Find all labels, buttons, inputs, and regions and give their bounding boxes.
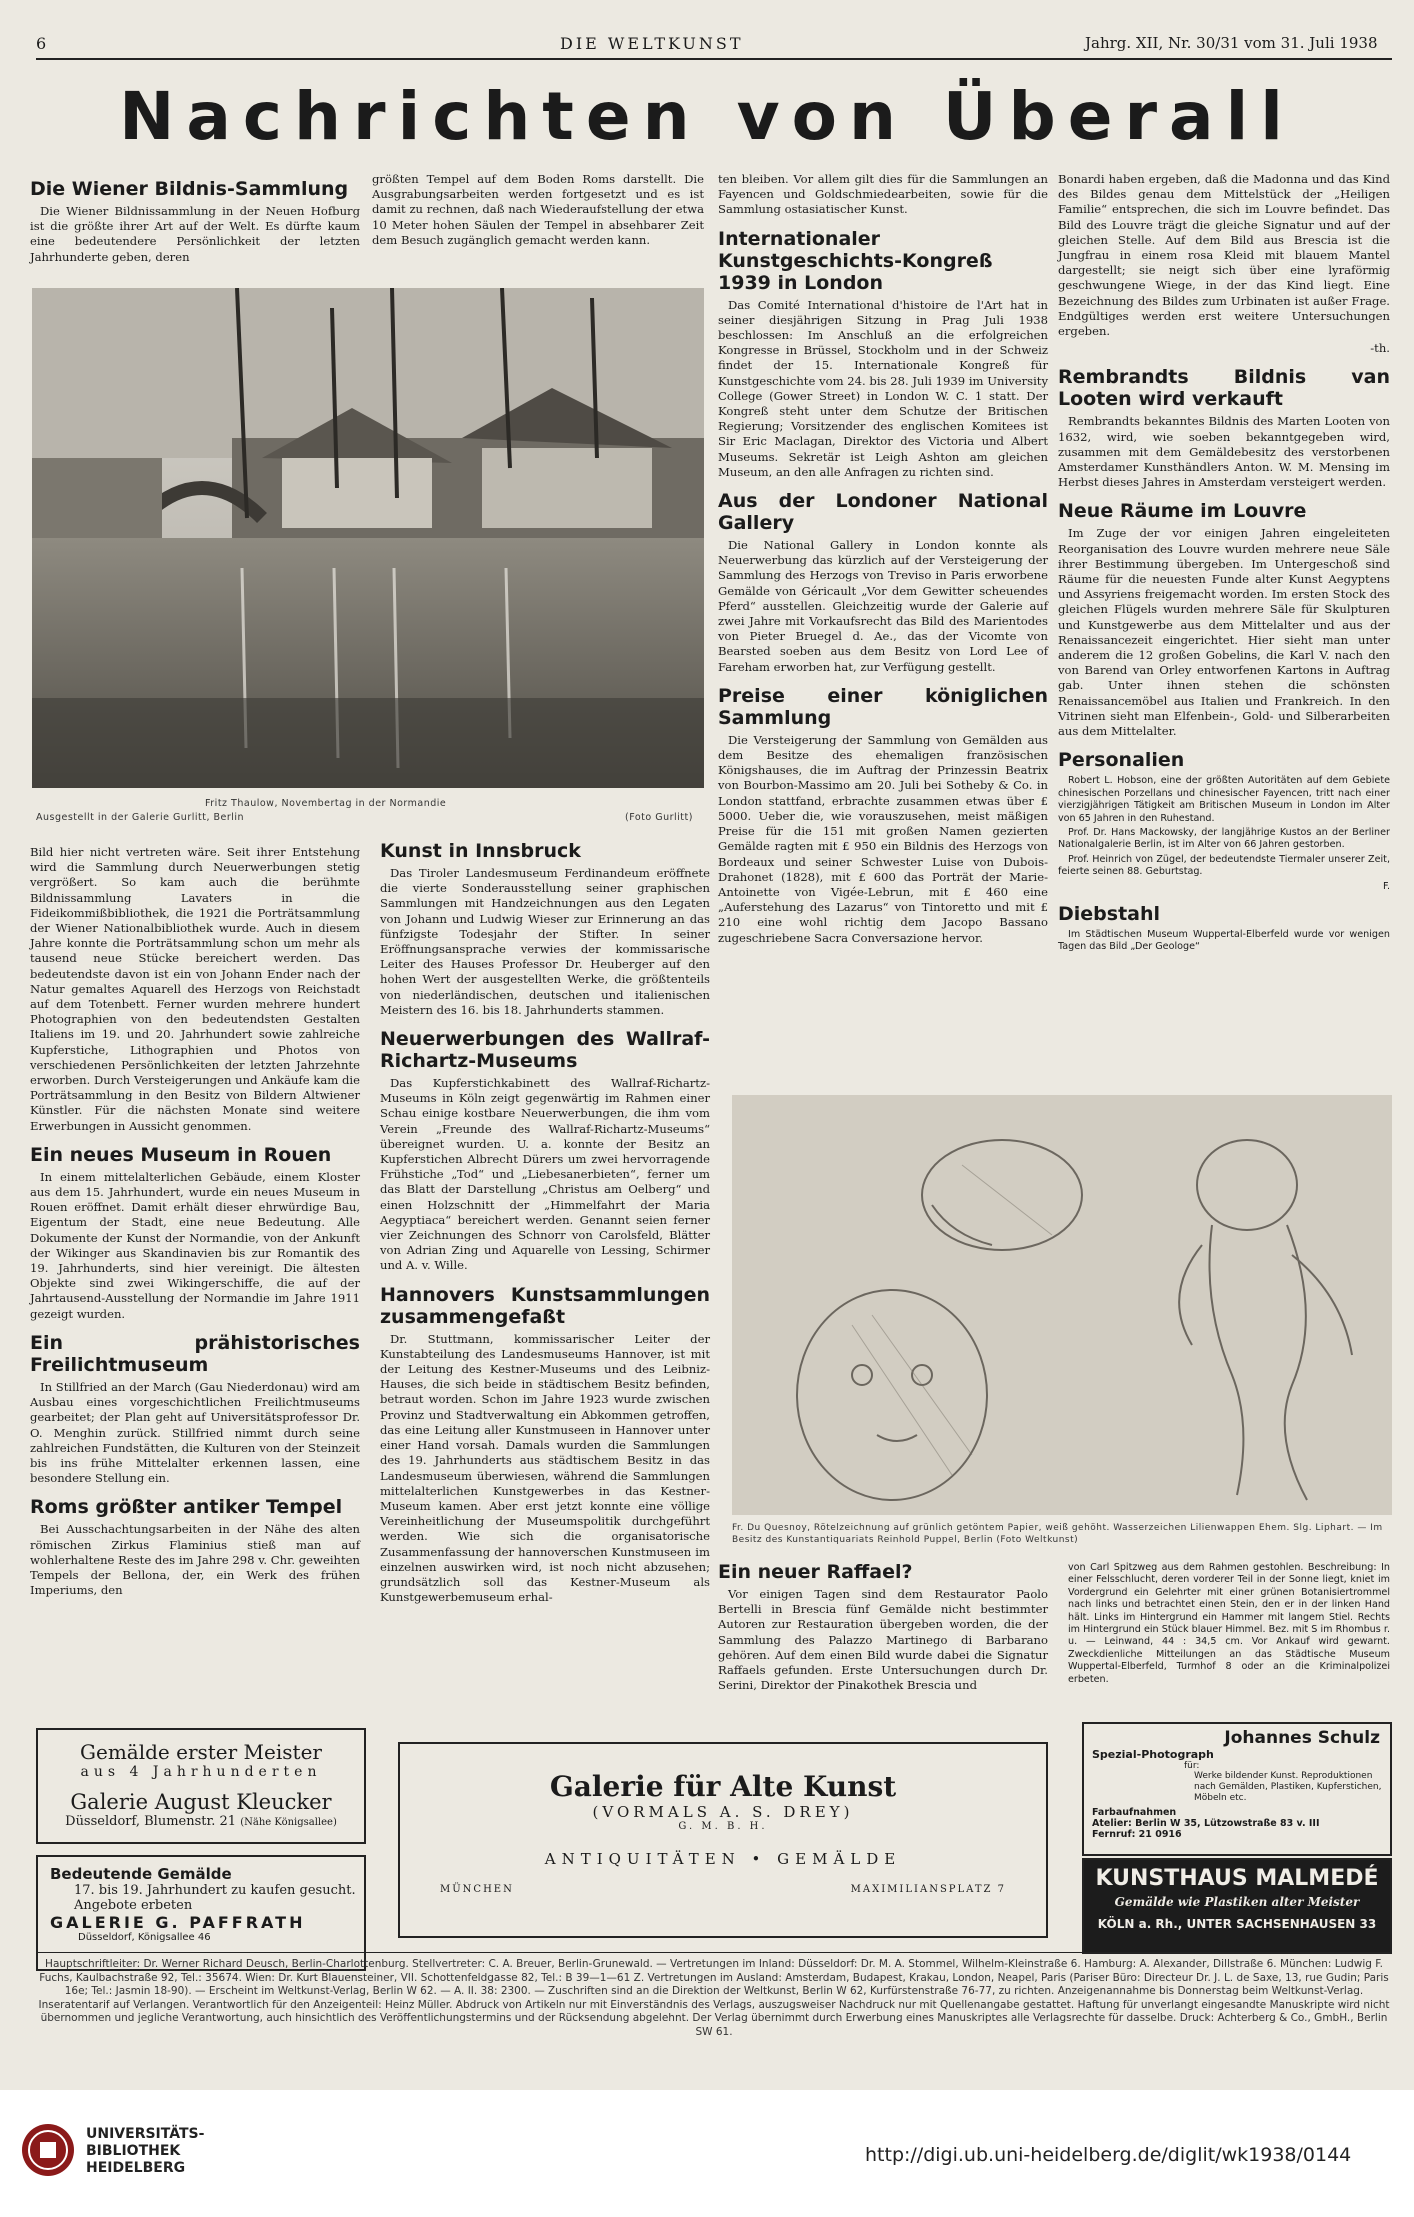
ad-malmede-l3: KÖLN a. Rh., UNTER SACHSENHAUSEN 33 xyxy=(1097,1917,1377,1931)
ad-paffrath xyxy=(36,1855,366,1971)
heading-diebstahl: Diebstahl xyxy=(1058,902,1161,925)
painting-thaulow-image xyxy=(32,288,704,788)
caption-thaulow-exhibit: Ausgestellt in der Galerie Gurlitt, Berlin xyxy=(36,812,245,823)
text-diebstahl: Im Städtischen Museum Wuppertal-Elberfeld wurde vor wenigen Tagen das Bild „Der Geologe“ xyxy=(1058,928,1390,953)
ad-malmede-l2: Gemälde wie Plastiken alter Meister xyxy=(1114,1895,1360,1909)
caption-thaulow-photo: (Foto Gurlitt) xyxy=(625,812,693,823)
heading-national: Aus der Londoner National Gallery xyxy=(718,490,1048,535)
ad-drey-city: MÜNCHEN xyxy=(440,1884,514,1895)
text-preise: Die Versteigerung der Sammlung von Gemälden aus dem Besitze des ehemaligen französischen Königshauses, die im Auftrag der Prinzessin Beatrix von Bourbon-Massimo am 20. Juli bei Sotheby & Co. in London stattfand, erbrachte zusammen etwas über £ 5000. Ueber die, wie vorauszusehen, meist mäßigen Preise für die 151 mit großen Namen gezierten Gemälde ragten mit £ 950 ein Bildnis des Herzogs von Bordeaux und seiner Schwester Luise von Dubois-Drahonet (1828), mit £ 600 das Porträt der Marie-Antoinette von Vigée-Lebrun, mit £ 460 eine „Auferstehung des Lazarus“ von Tintoretto und mit £ 210 eine wohl richtig dem Jacopo Bassano zugeschriebene Sacra Conversazione hervor. xyxy=(718,732,1048,945)
heading-louvre: Neue Räume im Louvre xyxy=(1058,500,1307,523)
text-freilicht: In Stillfried an der March (Gau Niederdonau) wird am Ausbau eines vorgeschichtlichen Freilichtmuseums gearbeitet; der Plan geht auf Universitätsprofessor Dr. O. Menghin zurück. Stillfried nimmt durch seine zahlreichen Fundstätten, die Kulturen von der Steinzeit bis ins frühe Mittelalter erkennen lassen, eine besondere Stellung ein. xyxy=(30,1379,360,1486)
library-line-2: BIBLIOTHEK xyxy=(86,2143,181,2159)
text-tempel-cont: größten Tempel auf dem Boden Roms darstellt. Die Ausgrabungsarbeiten werden fortgesetzt und es ist damit zu rechnen, daß nach Wiederaufstellung der etwa 10 Meter hohen Säulen der Tempel in absehbarer Zeit dem Besuch zugänglich gemacht werden kann. xyxy=(372,172,704,247)
personalien-hobson: Robert L. Hobson, eine der größten Autoritäten auf dem Gebiete chinesischen Porzellans und chinesischer Fayencen, tritt nach einer vierzigjährigen Tätigkeit am Britischen Museum in London im Alter von 65 Jahren in den Ruhestand. xyxy=(1058,775,1390,824)
ad-kleucker-l4: Düsseldorf, Blumenstr. 21 xyxy=(65,1814,237,1829)
article-wiener-intro xyxy=(30,168,360,267)
running-title: DIE WELTKUNST xyxy=(560,34,744,53)
text-diebstahl-cont: von Carl Spitzweg aus dem Rahmen gestohlen. Beschreibung: In einer Felsschlucht, deren vorderer Teil in der Sonne liegt, kniet im Vordergrund ein Gelehrter mit einer grünen Botanisiertrommel nach links und betrachtet einen Stein, den er in der linken Hand hält. Links im Hintergrund ein Hammer mit langem Stiel. Rechts im Hintergrund ein Stück blauer Himmel. Bez. mit S im Rhombus r. u. — Leinwand, 44 : 34,5 cm. Vor Ankauf wird gewarnt. Zweckdienliche Mitteilungen an das Städtische Museum Wuppertal-Elberfeld, Turmhof 8 oder an die Kriminalpolizei erbeten. xyxy=(1068,1562,1390,1685)
ad-drey-street: MAXIMILIANSPLATZ 7 xyxy=(850,1884,1006,1895)
ad-kleucker-l2: aus 4 Jahrhunderten xyxy=(80,1764,322,1780)
ad-paffrath-l4: GALERIE G. PAFFRATH xyxy=(50,1913,306,1932)
university-seal-icon xyxy=(20,2122,76,2178)
text-rembrandt: Rembrandts bekanntes Bildnis des Marten Looten von 1632, wird, wie soeben bekanntgegeben wird, zusammen mit dem Gemäldebesitz des verstorbenen Amsterdamer Kunsthändlers Anton. W. M. Mensing im Herbst dieses Jahres in Amsterdam versteigert werden. xyxy=(1058,414,1390,490)
text-rouen: In einem mittelalterlichen Gebäude, einem Kloster aus dem 15. Jahrhundert, wurde ein neues Museum in Rouen eröffnet. Damit erhält dieser ehrwürdige Bau, Eigentum der Stadt, eine neue Bedeutung. Alle Dokumente der Kunst der Normandie, von der Ankunft der Wikinger aus Skandinavien bis zur Romantik des 19. Jahrhunderts, sind hier vereinigt. Die ältesten Objekte sind zwei Wikingerschiffe, die auf der Jahrtausend-Ausstellung der Normandie im Jahre 1911 gezeigt wurden. xyxy=(30,1169,360,1321)
ad-schulz-l4: Werke bildender Kunst. Reproduktionen nach Gemälden, Plastiken, Kupferstichen, Möbeln etc. xyxy=(1194,1771,1382,1803)
text-wiener-1: Die Wiener Bildnissammlung in der Neuen Hofburg ist die größte ihrer Art auf der Welt. Es dürfte kaum eine bedeutendere Persönlichkeit der letzten Jahrhunderte geben, deren xyxy=(30,204,360,264)
heading-rembrandt: Rembrandts Bildnis van Looten wird verkauft xyxy=(1058,366,1390,411)
caption-thaulow: Fritz Thaulow, Novembertag in der Normandie xyxy=(205,798,447,809)
ad-schulz-l1: Johannes Schulz xyxy=(1224,1728,1380,1748)
text-rom: Bei Ausschachtungsarbeiten in der Nähe des alten römischen Zirkus Flaminius stieß man auf wohlerhaltene Reste des im Jahre 298 v. Chr. geweihten Tempels der Bellona, der, ein Werk des frühen Imperiums, den xyxy=(30,1522,360,1598)
ad-paffrath-l3: Angebote erbeten xyxy=(74,1898,193,1913)
text-raffael: Vor einigen Tagen sind dem Restaurator Paolo Bertelli in Brescia fünf Gemälde nicht bestimmter Autoren zur Restauration übergeben worden, die der Sammlung des Palazzo Martinego di Barbarano gehören. Auf dem einen Bild wurde dabei die Signatur Raffaels gefunden. Erste Untersuchungen durch Dr. Serini, Direktor der Pinakothek Brescia und xyxy=(718,1587,1048,1693)
ad-kleucker-l3: Galerie August Kleucker xyxy=(70,1790,332,1814)
footer-rule xyxy=(36,1952,1392,1953)
diebstahl-cont xyxy=(1068,1562,1390,1688)
ad-kleucker-l5: (Nähe Königsallee) xyxy=(240,1817,337,1828)
ad-schulz-l5: Farbaufnahmen xyxy=(1092,1807,1177,1818)
caption-quesnoy: Fr. Du Quesnoy, Rötelzeichnung auf grünlich getöntem Papier, weiß gehöht. Wasserzeichen Lilienwappen Ehem. Slg. Liphart. — Im Besitz des Kunstantiquariats Reinhold Puppel, Berlin (Foto Weltkunst) xyxy=(732,1523,1383,1545)
ad-drey-l1: Galerie für Alte Kunst xyxy=(549,1770,897,1803)
drawing-quesnoy xyxy=(732,1095,1392,1515)
ad-drey-l4: ANTIQUITÄTEN • GEMÄLDE xyxy=(544,1850,902,1868)
issue-date: Jahrg. XII, Nr. 30/31 vom 31. Juli 1938 xyxy=(1085,34,1378,52)
drawing-quesnoy-image xyxy=(732,1095,1392,1515)
permalink-link[interactable]: http://digi.ub.uni-heidelberg.de/diglit/wk1938/0144 xyxy=(865,2144,1352,2166)
signature-f: F. xyxy=(1382,880,1390,892)
imprint-footer: Hauptschriftleiter: Dr. Werner Richard Deusch, Berlin-Charlottenburg. Stellvertreter: C. A. Breuer, Berlin-Grunewald. — Vertretungen im Inland: Düsseldorf: Dr. M. A. Stommel, Wilhelm-Kleinstraße 6. Hamburg: A. Alexander, Dillstraße 6. München: Ludwig F. Fuchs, Kaulbachstraße 92, Tel.: 35674. Wien: Dr. Kurt Blauensteiner, VII. Schottenfeldgasse 82, Tel.: B 39—1—61 Z. Vertretungen im Ausland: Amsterdam, Budapest, Krakau, London, Neapel, Paris (Pariser Büro: Directeur Dr. J. L. de Saxe, 13, rue Gudin; Paris 16e; Tel.: Jasmin 18-90). — Erscheint im Weltkunst-Verlag, Berlin W 62. — A. II. 38: 2300. — Zuschriften sind an die Direktion der Weltkunst, Berlin W 62, Kurfürstenstraße 76-77, zu richten. Anzeigenannahme bis Donnerstag beim Weltkunst-Verlag. Inseratentarif auf Verlangen. Verantwortlich für den Anzeigenteil: Heinz Müller. Abdruck von Artikeln nur mit Einverständnis des Verlags, auszugsweiser Nachdruck nur mit Quellenangabe gestattet. Haftung für unverlangt eingesandte Manuskripte wird nicht übernommen und jegliche Verantwortung, auch hinsichtlich des Veröffentlichungstermins und der Rücksendung abgelehnt. Der Verlag übernimmt durch Erwerbung eines Manuskriptes alle Verlagsrechte für dasselbe. Druck: Achterberg & Co., GmbH., Berlin SW 61. xyxy=(38,1958,1390,2038)
text-innsbruck: Das Tiroler Landesmuseum Ferdinandeum eröffnete die vierte Sonderausstellung seiner graphischen Sammlungen mit Handzeichnungen aus den Legaten von Johann und Ludwig Wieser zur Erinnerung an das fünfzigste Todesjahr der Stifter. In seiner Eröffnungsansprache verwies der kommissarische Leiter des Hauses Professor Dr. Heuberger auf den hohen Wert der ausgestellten Werke, die größtenteils von niederländischen, deutschen und italienischen Meistern des 16. bis 18. Jahrhunderts stammen. xyxy=(380,866,710,1017)
library-name xyxy=(86,2126,204,2177)
text-col4-top: Bonardi haben ergeben, daß die Madonna und das Kind des Bildes genau dem Mittelstück der „Heiligen Familie“ entsprechen, die sich im Louvre befindet. Das Bild des Louvre trägt die gleiche Signatur und auf der gleichen Stelle. Auf dem Bild aus Brescia ist die Jungfrau in einem rosa Kleid mit blauem Mantel dargestellt; sie neigt sich über eine lyraförmig geschwungene Wiege, in der das Kind liegt. Eine Bezeichnung des Bildes zum Urbinaten ist außer Frage. Endgültiges werden erst weitere Untersuchungen ergeben. xyxy=(1058,172,1390,339)
library-line-1: UNIVERSITÄTS- xyxy=(86,2126,205,2142)
column-3-lower xyxy=(718,1555,1048,1695)
column-3 xyxy=(718,172,1048,948)
ad-malmede-l1: KUNSTHAUS MALMEDÉ xyxy=(1095,1866,1379,1891)
personalien-list xyxy=(1058,775,1390,893)
heading-wallraf: Neuerwerbungen des Wallraf-Richartz-Museums xyxy=(380,1028,710,1073)
ad-schulz-l3: für: xyxy=(1184,1761,1200,1771)
ad-kleucker-l1: Gemälde erster Meister xyxy=(80,1740,322,1764)
ad-drey xyxy=(398,1742,1048,1938)
ad-paffrath-l2: 17. bis 19. Jahrhundert zu kaufen gesucht. xyxy=(74,1883,356,1898)
heading-innsbruck: Kunst in Innsbruck xyxy=(380,840,581,862)
column-2-lower xyxy=(380,840,710,1607)
heading-preise: Preise einer königlichen Sammlung xyxy=(718,684,1048,729)
ad-schulz xyxy=(1082,1722,1392,1856)
column-1-lower xyxy=(30,845,360,1600)
ad-paffrath-l5: Düsseldorf, Königsallee 46 xyxy=(78,1932,211,1943)
signature-th: -th. xyxy=(1370,341,1390,356)
heading-rouen: Ein neues Museum in Rouen xyxy=(30,1143,332,1166)
heading-hannover: Hannovers Kunstsammlungen zusammengefaßt xyxy=(380,1283,710,1328)
text-wiener-2: Bild hier nicht vertreten wäre. Seit ihrer Entstehung wird die Sammlung durch Neuerwerbungen stetig vergrößert. So kam auch die berühmte Bildnissammlung Lavaters in die Fideikommißbibliothek, die 1921 die Porträtsammlung der Wiener Nationalbibliothek wurde. Auch in diesem Jahre konnte die Porträtsammlung schon um mehr als tausend neue Stücke bereichert werden. Das bedeutendste davon ist ein von Johann Ender nach der Natur gemaltes Aquarell des Herzogs von Reichstadt auf dem Totenbett. Ferner wurden mehrere hundert Photographien von den bedeutendsten Gestalten Italiens im 19. und 20. Jahrhundert sowie zahlreiche Kupferstiche, Lithographien und Photos von verschiedenen Persönlichkeiten der letzten Jahrzehnte erworben. Durch Versteigerungen und Ankäufe kam die Porträtsammlung in den Besitz von Bildern Altwiener Künstler. Für die nächsten Monate sind weitere Erwerbungen in Aussicht genommen. xyxy=(30,845,360,1133)
ad-malmede xyxy=(1082,1858,1392,1954)
text-col3-top: ten bleiben. Vor allem gilt dies für die Sammlungen an Fayencen und Goldschmiedearbeiten, sowie für die Sammlung ostasiatischer Kunst. xyxy=(718,172,1048,217)
ad-schulz-l6: Atelier: Berlin W 35, Lützowstraße 83 v. III xyxy=(1092,1818,1320,1829)
painting-thaulow xyxy=(32,288,704,788)
text-wallraf: Das Kupferstichkabinett des Wallraf-Richartz-Museums in Köln zeigt gegenwärtig im Rahmen einer Schau einige kostbare Neuerwerbungen, die ihm vom Verein „Freunde des Wallraf-Richartz-Museums“ übereignet wurden. U. a. konnte der Besitz an Kupferstichen Albrecht Dürers um zwei hervorragende Frühstiche „Tod“ und „Liebesanerbieten“, ferner um das Blatt der Darstellung „Christus am Oelberg“ und einen Holzschnitt der „Himmelfahrt der Maria Aegyptiaca“ bereichert werden. Genannt seien ferner vier Zeichnungen des Schnorr von Carolsfeld, Blätter von Adrian Zing und Aquarelle von Lessing, Schirmer und A. v. Wille. xyxy=(380,1076,710,1273)
text-hannover: Dr. Stuttmann, kommissarischer Leiter der Kunstabteilung des Landesmuseums Hannover, ist mit der Leitung des Kestner-Museums und des Leibniz-Hauses, die sich beide in städtischem Besitz befinden, betraut worden. Schon im Jahre 1923 wurde zwischen Provinz und Stadtverwaltung ein Abkommen getroffen, das eine Leitung aller Kunstmuseen in Hannover unter einer Hand vorsah. Damals wurden die Sammlungen des 19. Jahrhunderts aus städtischem Besitz in das Landesmuseum überwiesen, während die Sammlungen mittelalterlichen Kunstgewerbes in das Kestner-Museum kamen. Aber erst jetzt konnte eine völlige Vereinheitlichung der Museumspolitik durchgeführt werden. Wie sich die organisatorische Zusammenfassung der hannoverschen Kunstmuseen im einzelnen auswirken wird, ist noch nicht abzusehen; grundsätzlich soll das Kestner-Museum als Kunstgewerbemuseum erhal- xyxy=(380,1331,710,1605)
page-number: 6 xyxy=(36,34,50,53)
ad-kleucker-address xyxy=(38,1814,364,1829)
text-kongress: Das Comité International d'histoire de l'Art hat in seiner diesjährigen Sitzung in Prag Juli 1938 beschlossen: Im Anschluß an die erfolgreichen Kongresse in Brüssel, Stockholm und in der Schweiz findet der 15. Internationale Kongreß für Kunstgeschichte vom 24. bis 28. Juli 1939 im University College (Gower Street) in London W. C. 1 statt. Der Kongreß steht unter dem Schutze der Britischen Regierung; Vorsitzender des englischen Komitees ist Sir Eric Maclagan, Direktor des Victoria und Albert Museums. Sekretär ist Leigh Ashton am gleichen Museum, an den alle Anfragen zu richten sind. xyxy=(718,297,1048,479)
heading-kongress: Internationaler Kunstgeschichts-Kongreß 1939 in London xyxy=(718,227,993,294)
ad-drey-l2: (VORMALS A. S. DREY) xyxy=(592,1803,854,1821)
text-national: Die National Gallery in London konnte als Neuerwerbung das kürzlich auf der Versteigerung der Sammlung des Herzogs von Treviso in Paris erworbene Gemälde von Géricault „Vor dem Gewitter scheuendes Pferd“ ausstellen. Gleichzeitig wurde der Galerie auf zwei Jahre mit Vorkaufsrecht das Bild des Marientodes von Pieter Bruegel d. Ae., das der Vicomte von Bearsted soeben aus dem Besitz von Lord Lee of Fareham erworben hat, zur Verfügung gestellt. xyxy=(718,538,1048,674)
library-bar xyxy=(0,2090,1414,2217)
personalien-mackowsky: Prof. Dr. Hans Mackowsky, der langjährige Kustos an der Berliner Nationalgalerie Berlin, ist im Alter von 66 Jahren gestorben. xyxy=(1058,826,1390,851)
header-rule xyxy=(36,58,1392,60)
heading-wiener: Die Wiener Bildnis-Sammlung xyxy=(30,178,349,200)
ad-schulz-l2: Spezial-Photograph xyxy=(1092,1748,1214,1761)
personalien-zuegel: Prof. Heinrich von Zügel, der bedeutendste Tiermaler unserer Zeit, feierte seinen 88. Geburtstag. xyxy=(1058,853,1390,878)
text-louvre: Im Zuge der vor einigen Jahren eingeleiteten Reorganisation des Louvre wurden mehrere neue Säle ihrer Bestimmung übergeben. Im Untergeschoß sind Räume für die neuesten Funde alter Kunst Aegyptens und Assyriens freigemacht worden. Im ersten Stock des gleichen Flügels wurden mehrere Säle für Skulpturen und Kunstgewerbe aus dem Mittelalter und aus der Renaissancezeit eingerichtet. Hier sieht man unter anderem die 12 großen Gobelins, die Karl V. nach den von Barend van Orley entworfenen Kartons in Auftrag gab. Unter ihnen stehen die schönsten Renaissancemöbel aus Italien und Frankreich. In den Vitrinen sieht man Elfenbein-, Gold- und Silberarbeiten aus dem Mittelalter. xyxy=(1058,526,1390,739)
masthead: Nachrichten von Überall xyxy=(119,78,1295,155)
ad-paffrath-l1: Bedeutende Gemälde xyxy=(50,1865,232,1883)
ad-schulz-l7: Fernruf: 21 0916 xyxy=(1092,1829,1182,1840)
column-4 xyxy=(1058,172,1390,956)
ad-drey-address xyxy=(440,1884,1006,1895)
ad-drey-l3: G. M. B. H. xyxy=(678,1821,768,1832)
heading-personalien: Personalien xyxy=(1058,749,1185,772)
heading-raffael: Ein neuer Raffael? xyxy=(718,1561,913,1583)
ad-kleucker xyxy=(36,1728,366,1844)
heading-rom: Roms größter antiker Tempel xyxy=(30,1496,343,1519)
library-line-3: HEIDELBERG xyxy=(86,2160,186,2176)
article-tempel-cont xyxy=(372,172,704,250)
heading-freilicht: Ein prähistorisches Freilichtmuseum xyxy=(30,1331,360,1376)
